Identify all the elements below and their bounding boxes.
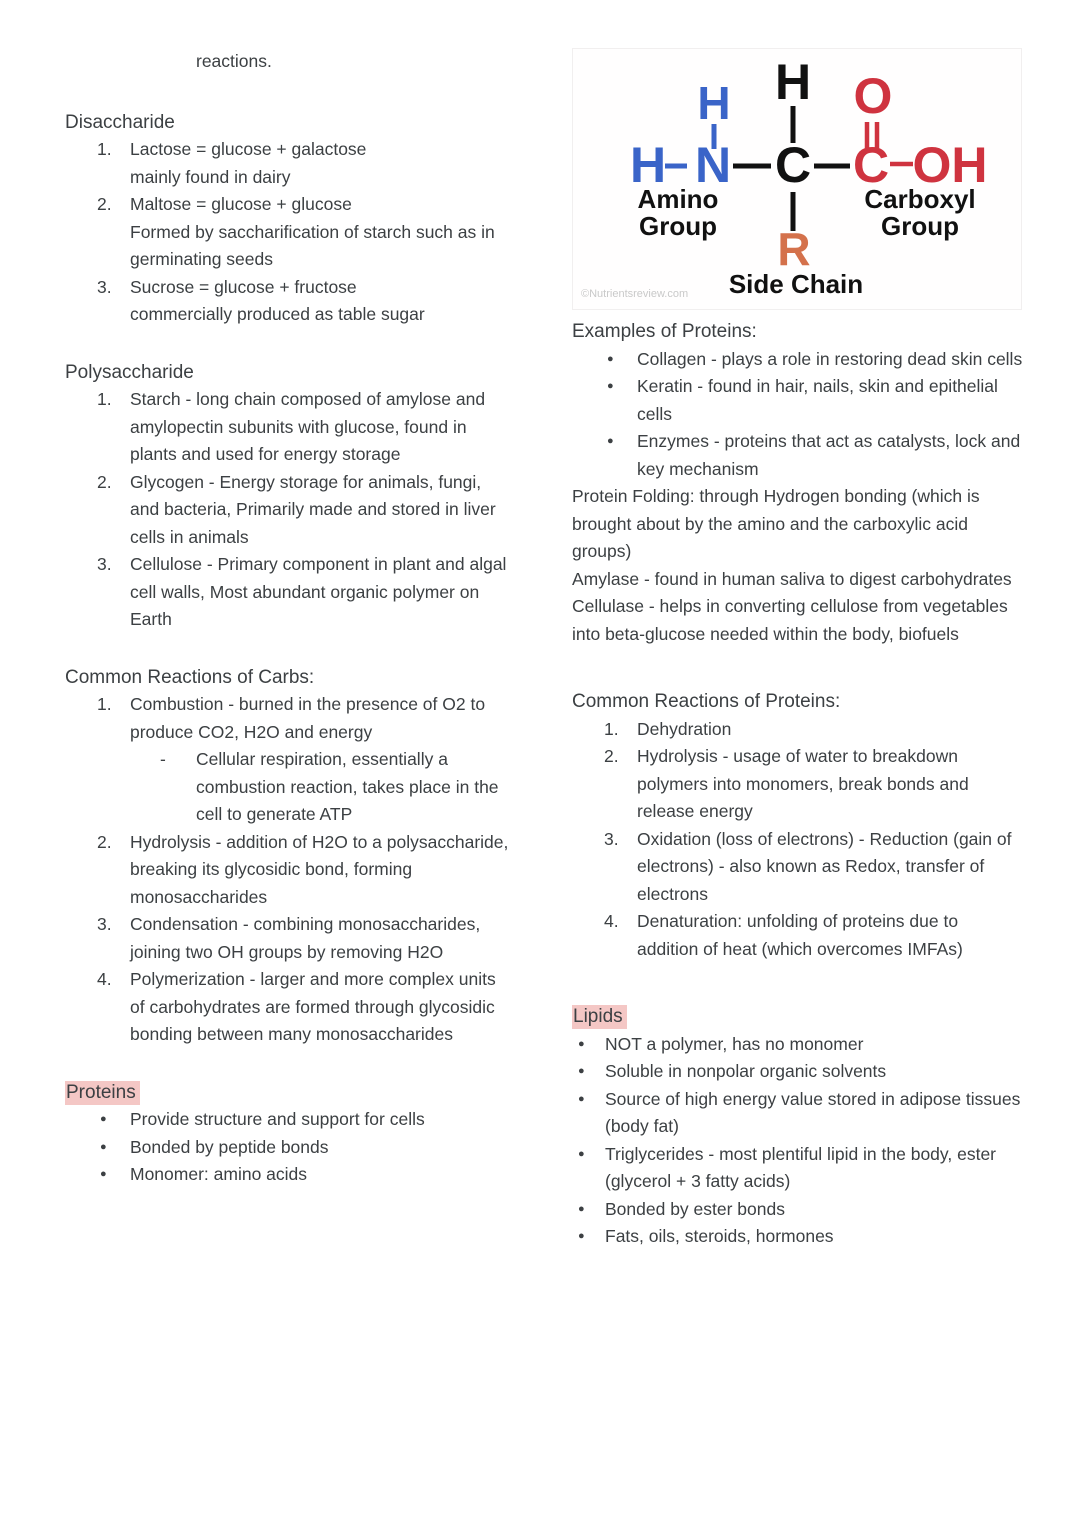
bullet-item-text: Triglycerides - most plentiful lipid in the body, ester (glycerol + 3 fatty acids) (605, 1143, 996, 1191)
bullet-marker: ● (578, 1147, 585, 1160)
list-item-text: Formed by saccharification of starch such as in germinating seeds (130, 221, 495, 269)
list-item (572, 826, 1024, 909)
list-item (65, 274, 515, 329)
list-item (65, 829, 515, 912)
bullet-marker: ● (578, 1092, 585, 1105)
list-item (65, 966, 515, 1049)
bullet-item (572, 1086, 1024, 1141)
bullet-item-text: Source of high energy value stored in adipose tissues (body fat) (605, 1088, 1021, 1136)
list-item-text: Hydrolysis - addition of H2O to a polysaccharide, breaking its glycosidic bond, forming monosaccharides (130, 831, 509, 907)
atom-c-carboxyl: C (852, 137, 890, 193)
list-number: 3. (97, 554, 112, 574)
atom-h-top: H (774, 54, 812, 110)
list-item-text: Combustion - burned in the presence of O2 to produce CO2, H2O and energy (130, 694, 486, 742)
list-item-text: Sucrose = glucose + fructose (130, 276, 357, 297)
bullet-item-text: Enzymes - proteins that act as catalysts, lock and key mechanism (637, 431, 1021, 479)
label-side-chain: Side Chain (728, 269, 864, 299)
bullet-item (572, 1223, 1024, 1251)
heading-carb-reactions: Common Reactions of Carbs: (65, 666, 315, 688)
list-number: 2. (97, 831, 112, 852)
sub-list-item (160, 746, 515, 829)
bullet-item-text: Bonded by peptide bonds (130, 1136, 329, 1157)
list-item (572, 743, 1024, 826)
bullet-item (572, 1031, 1024, 1059)
list-item-text: Oxidation (loss of electrons) - Reduction (gain of electrons) - also known as Redox, transfer of electrons (637, 828, 1012, 904)
list-item (65, 911, 515, 966)
list-number: 2. (604, 746, 619, 766)
bullet-item (572, 1196, 1024, 1224)
sub-list-item-text: Cellular respiration, essentially a combustion reaction, takes place in the cell to generate ATP (196, 749, 499, 824)
list-item (572, 716, 1024, 744)
list-item-text: Lactose = glucose + galactose (130, 139, 367, 159)
list-number: 1. (97, 139, 112, 159)
bullet-item (572, 428, 1024, 483)
lipids-list (572, 1031, 1024, 1251)
list-number: 1. (97, 389, 112, 409)
list-item (65, 386, 515, 469)
list-number: 2. (97, 471, 112, 492)
bullet-item-text: Collagen - plays a role in restoring dead skin cells (637, 348, 1023, 369)
bullet-marker: ● (100, 1168, 107, 1180)
heading-protein-examples: Examples of Proteins: (572, 321, 757, 342)
bullet-item-text: NOT a polymer, has no monomer (605, 1033, 864, 1054)
left-column (65, 48, 515, 1189)
list-number: 4. (97, 969, 112, 989)
list-item-text: Condensation - combining monosaccharides, joining two OH groups by removing H2O (130, 914, 481, 962)
list-number: 1. (604, 718, 619, 739)
list-item-text: Denaturation: unfolding of proteins due to addition of heat (which overcomes IMFAs) (637, 911, 963, 959)
list-item-text: commercially produced as table sugar (130, 304, 425, 324)
list-number: 4. (604, 911, 619, 931)
bullet-item (572, 346, 1024, 374)
label-carboxyl-group-line2: Group (881, 211, 959, 241)
bullet-item (572, 1141, 1024, 1196)
bullet-item-text: Monomer: amino acids (130, 1164, 308, 1184)
list-item-text: Polymerization - larger and more complex units of carbohydrates are formed through glycosidic bonding between many monosaccharides (130, 969, 496, 1044)
atom-c-alpha: C (774, 137, 812, 193)
bullet-marker: ● (578, 1037, 585, 1050)
list-item (65, 691, 515, 746)
heading-disaccharide: Disaccharide (65, 111, 175, 133)
bullet-item (65, 1161, 515, 1189)
bullet-item (572, 1058, 1024, 1086)
bullet-marker: ● (578, 1202, 585, 1215)
list-item (65, 136, 515, 191)
highlighted-text: Proteins (65, 1081, 140, 1105)
list-item-text: Glycogen - Energy storage for animals, fungi, and bacteria, Primarily made and stored in liver cells in animals (130, 471, 496, 547)
bullet-item-text: Soluble in nonpolar organic solvents (605, 1061, 887, 1081)
list-item (572, 908, 1024, 963)
amino-acid-structure-svg (573, 49, 1021, 309)
heading-lipids (572, 1003, 1024, 1031)
heading-protein-reactions: Common Reactions of Proteins: (572, 691, 841, 712)
list-item (65, 469, 515, 552)
bullet-marker: ● (607, 352, 614, 365)
atom-o: O (853, 68, 893, 124)
diagram-watermark: ©Nutrientsreview.com (581, 288, 689, 300)
atom-h-amino-left: H (629, 137, 667, 193)
list-number: 3. (604, 828, 619, 849)
atom-r: R (777, 223, 811, 275)
list-item (65, 191, 515, 274)
right-column (572, 48, 1024, 1251)
bullet-marker: ● (607, 380, 614, 392)
atom-oh: OH (912, 137, 988, 193)
list-item-text: Dehydration (637, 718, 732, 739)
list-number: 3. (97, 276, 112, 297)
bullet-marker: ● (100, 1140, 107, 1153)
bullet-item-text: Provide structure and support for cells (130, 1109, 425, 1129)
paragraph-protein-folding: Protein Folding: through Hydrogen bonding (which is brought about by the amino and the carboxylic acid groups) (572, 486, 980, 561)
list-item-text: Cellulose - Primary component in plant and algal cell walls, Most abundant organic polymer on Earth (130, 554, 507, 629)
list-item-text: Starch - long chain composed of amylose and amylopectin subunits with glucose, found in plants and used for energy storage (130, 389, 486, 464)
list-item-text: Hydrolysis - usage of water to breakdown polymers into monomers, break bonds and release energy (637, 746, 969, 821)
bullet-marker: ● (607, 435, 614, 447)
label-amino-group-line2: Group (639, 211, 717, 241)
paragraph-amylase: Amylase - found in human saliva to digest carbohydrates (572, 568, 1012, 589)
label-carboxyl-group-line1: Carboxyl (864, 184, 976, 214)
heading-proteins (65, 1079, 515, 1107)
dash-marker: - (160, 749, 166, 769)
bullet-item (65, 1106, 515, 1134)
atom-n: N (694, 137, 732, 193)
label-amino-group-line1: Amino (637, 184, 719, 214)
atom-h-amino-top: H (697, 77, 731, 129)
list-number: 2. (97, 194, 112, 214)
list-item-text: mainly found in dairy (130, 166, 291, 187)
list-item-text: Maltose = glucose + glucose (130, 194, 352, 214)
bullet-marker: ● (578, 1065, 585, 1077)
bullet-item-text: Bonded by ester bonds (605, 1198, 785, 1219)
list-number: 3. (97, 914, 112, 934)
bullet-item (572, 373, 1024, 428)
amino-acid-structure-image (572, 48, 1022, 310)
highlighted-text: Lipids (572, 1005, 627, 1029)
bullet-marker: ● (578, 1230, 585, 1242)
bullet-item-text: Keratin - found in hair, nails, skin and epithelial cells (637, 376, 998, 424)
heading-polysaccharide: Polysaccharide (65, 361, 194, 383)
bullet-marker: ● (100, 1113, 107, 1125)
list-number: 1. (97, 694, 112, 714)
leading-text: reactions. (196, 51, 272, 71)
bullet-item (65, 1134, 515, 1162)
bullet-item-text: Fats, oils, steroids, hormones (605, 1226, 834, 1246)
list-item (65, 551, 515, 634)
paragraph-cellulase: Cellulase - helps in converting cellulose from vegetables into beta-glucose needed within the body, biofuels (572, 596, 1008, 644)
